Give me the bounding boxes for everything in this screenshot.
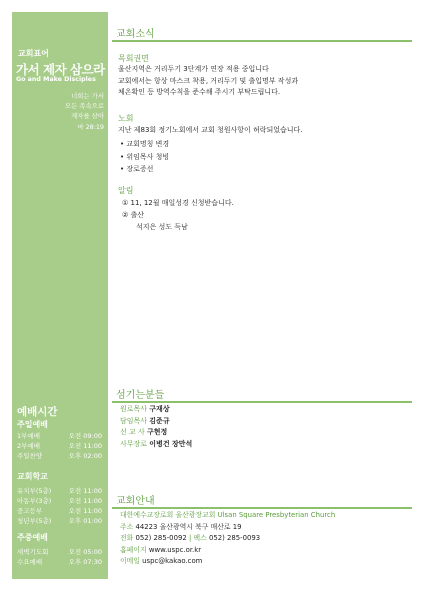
pastoral-text	[118, 64, 298, 99]
staff-name: 김준규	[149, 416, 170, 425]
pastoral-line: 체온확인 등 방역수칙을 준수해 주시기 부탁드립니다.	[118, 88, 281, 96]
staff-row	[120, 404, 192, 416]
worship-heading: 예배시간	[17, 406, 58, 418]
pastoral-line: 울산지역은 거리두기 3단계가 연장 적용 중입니다	[118, 65, 269, 73]
schedule-name: 1부예배	[17, 432, 40, 440]
staff-heading: 섬기는분들	[116, 390, 165, 401]
verse-reference: 마 28:19	[77, 122, 104, 131]
address-value: 44223 울산광역시 북구 매산로 19	[135, 522, 242, 531]
sunday-worship-heading: 주일예배	[17, 420, 48, 429]
info-list	[120, 510, 335, 568]
news-heading: 교회소식	[116, 29, 155, 40]
motto-title: 가서 제자 삼으라	[16, 62, 105, 77]
schedule-name: 수요예배	[17, 558, 43, 566]
phone-label: 전화	[120, 534, 134, 542]
staff-role: 담임목사	[120, 416, 148, 425]
motto-label: 교회표어	[18, 49, 49, 58]
staff-row	[120, 416, 192, 428]
schedule-name: 새벽기도회	[17, 548, 49, 556]
schedule-name: 2부예배	[17, 442, 40, 450]
fax-label: 팩스	[193, 534, 207, 542]
notice-heading: 알림	[118, 186, 134, 195]
homepage-row	[120, 545, 335, 557]
list-item: • 교회명칭 변경	[120, 140, 170, 148]
church-name: 대한예수교장로회 울산광장교회 Ulsan Square Presbyterian Church	[120, 511, 336, 519]
phone-row: 전화 052) 285-0092 | 팩스 052) 285-0093	[120, 534, 261, 542]
list-item: • 장로증선	[120, 165, 154, 173]
notice-item: ② 출산	[122, 211, 145, 219]
schedule-time: 오후 02:00	[68, 452, 102, 460]
verse-line: 너희는 가서	[71, 92, 104, 100]
presbytery-heading: 노회	[118, 114, 134, 123]
staff-name: 이병건 장만석	[149, 439, 193, 448]
staff-list	[120, 404, 192, 450]
pastoral-line: 교회에서는 항상 마스크 착용, 거리두기 및 출입명부 작성과	[118, 76, 299, 85]
notice-item: ① 11, 12월 매일성경 신청받습니다.	[122, 199, 234, 207]
verse-line: 제자를 삼아	[71, 112, 104, 121]
address-row	[120, 522, 335, 534]
schedule-time: 오전 11:00	[68, 487, 102, 495]
list-item: • 위임목사 청빙	[120, 152, 170, 161]
schedule-time: 오전 11:00	[68, 507, 102, 515]
staff-name: 구재상	[149, 405, 170, 413]
schedule-name: 주일찬양	[17, 452, 43, 460]
presbytery-list	[120, 138, 169, 176]
fax-value: 052) 285-0093	[208, 534, 261, 542]
schedule-time: 오후 07:30	[68, 558, 102, 566]
schedule-time: 오전 11:00	[68, 442, 102, 450]
schedule-name: 유치부(5층)	[17, 487, 52, 495]
phone-value: 052) 285-0092	[135, 534, 187, 542]
email-label: 이메일	[120, 557, 140, 565]
homepage-label: 홈페이지	[120, 545, 147, 554]
schedule-name: 아동부(3층)	[17, 497, 52, 505]
pastoral-heading: 목회권면	[118, 54, 149, 63]
email-link[interactable]: uspc@kakao.com	[142, 557, 203, 565]
staff-row	[120, 439, 192, 451]
staff-role: 원로목사	[120, 405, 148, 413]
motto-english: Go and Make Disciples	[16, 76, 96, 83]
staff-role: 선 교 사	[120, 428, 145, 436]
address-label: 주소	[120, 522, 134, 531]
schedule-name: 중고등부	[17, 507, 43, 515]
notice-list	[122, 197, 234, 233]
weekday-worship-heading: 주중예배	[17, 533, 48, 542]
email-row	[120, 556, 335, 568]
news-divider	[112, 40, 412, 42]
info-heading: 교회안내	[116, 496, 155, 507]
staff-role: 사무장로	[120, 439, 148, 448]
verse-line: 모든 족속으로	[64, 102, 104, 111]
info-divider	[112, 507, 412, 509]
church-school-heading: 교회학교	[17, 472, 48, 481]
presbytery-intro: 지난 제83회 정기노회에서 교회 청원사항이 허락되었습니다.	[118, 126, 303, 134]
motto-verse	[65, 91, 104, 132]
staff-name: 구현정	[146, 428, 168, 436]
staff-divider	[112, 401, 412, 403]
schedule-name: 청년부(5층)	[17, 517, 52, 525]
sidebar	[12, 12, 108, 579]
homepage-link[interactable]: www.uspc.or.kr	[148, 545, 202, 554]
notice-detail: 석지은 성도 득남	[136, 223, 188, 231]
schedule-time: 오전 05:00	[68, 548, 102, 556]
staff-row	[120, 427, 192, 439]
schedule-time: 오전 09:00	[68, 432, 102, 440]
schedule-time: 오후 01:00	[68, 517, 102, 525]
schedule-time: 오전 11:00	[68, 497, 102, 505]
